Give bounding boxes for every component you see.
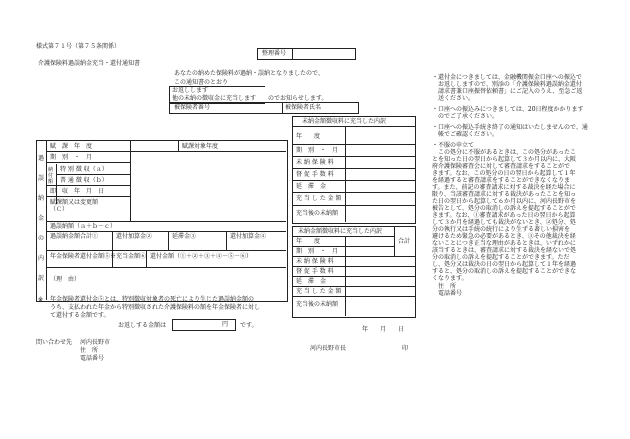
choice-apply: 他の未納の徴収金に充当します — [172, 95, 257, 102]
note-line: 避けるため緊急の必要があるとき、③その他裁決を経 — [432, 233, 576, 240]
intro-line-1: あなたの納めた保険料が過納・誤納となりましたので、 — [174, 70, 324, 77]
refund-amount-label: お返しする金額は — [118, 322, 167, 329]
note-line: とを知った日の翌日から起算して３か月以内に、大阪 — [432, 156, 577, 163]
overpaid-total-label: 過誤納金額合計① — [50, 233, 99, 240]
note-line: ・不服の申立て — [432, 142, 475, 149]
note-line: 送ください。 — [432, 95, 475, 102]
page: 様式第７１号（第７５条関係） 介護保険料過誤納金充当・還付通知書 整理番号 あなたの納めた保険料が過納・誤納となりましたので、 この通知書のとおり お返しします 他の未納の徴収金に充当します のでお知らせします。 被保険者番号 被保険者氏名 過 誤 納 金 の 内 訳 賦 課 年 度 賦課対象年度 期 別 ・ 月 納付額 特 別 徴 収（ａ） 普 通 徴 収（ｂ） 即 収 年 月 日 賦課額又は変更額（Ｃ） 過誤納額（ａ＋ｂ－ｃ） 過誤納金額合計① 還付加算金② 延滞金③ 還付加算金④ 年金保険者還付金額⑤※ 充当金額⑥ 還付金額（①＋②＋③＋④－⑤－⑥） （理 由） 未納金額徴収料に充当した内訳 年 度 期 別 ・ 月 未 納 保 険 料 督 促 手 数 料 延 滞 金 充 当 し た 金 額 充当後の未納額 未納金額徴収料に充当した内訳 合計 年 度 期 別 ・ 月 未 納 保 険 料 督 促 手 数 料 延 滞 金 充 当 し た 金 額 充当後の未納額 ※ 年金保険者還付金⑤とは、特別徴収対象者の死亡により生じた過誤納金額の うち、支払われた年金から特別徴収された介護保険料の額を年金保険者に対し て還付する金額です。 お返しする金額は 円 です。 年 月 日 問い合わせ先 河内長野市 住 所 電話番号 河内長野市長 印 ・還付金につきましては、金融機関振金口座への振込で お返ししますので、別添の「介護保険料過誤納金還付 請求書兼口座振替依頼書」にご記入のうえ、至急ご返 送ください。 ・口座への振込みにつきましては、20日程度かかります のでご了承ください。 ・口座への振込手続き終了の通知はいたしませんので、通 帳でご確認ください。 ・不服の申立て この処分に不服があるときは、この処分があったこ とを知った日の翌日から起算して３か月以内に、大阪 府介護保険審査会に対して審査請求をすることがで きます。なお、この処分の日の翌日から起算して１年 を経過すると審査請求をすることができなくなりま す。また、前記の審査請求に対する裁決を経た場合に 限り、当該審査請求に対する裁決があったことを知っ た日の翌日から起算して６か月以内に、河内長野市を 被告として、処分の取消しの訴えを提起することがで きます。なお、①審査請求があった日の翌日から起算 して３か月を経過しても裁決がないとき、②処分、処 分の執行又は手続の続行により生ずる著しい損害を 避けるため緊急の必要があるとき、③その他裁決を経 ないことにつき正当な理由があるときは、いずれかに 該当するときは、審査請求に対する裁決を経ないで処 分の取消しの訴えを提起することができます。ただ し、処分又は裁決の日の翌日から起算して１年を経過 すると、処分の取消しの訴えを提起することができな くなります。 住 所 電話番号 — [36, 43, 588, 362]
form-title: 介護保険料過誤納金充当・還付通知書 — [38, 60, 141, 67]
delay-3-label: 延滞金③ — [172, 233, 197, 240]
t1-after: 充当後の未納額 — [296, 210, 339, 217]
seal-label: 印 — [402, 345, 409, 352]
note-line: 請求書兼口座振替依頼書」にご記入のうえ、至急ご返 — [432, 88, 583, 95]
t1-applied: 充 当 し た 金 額 — [296, 195, 342, 202]
refund-interest-2-label: 還付加算金② — [116, 233, 153, 240]
note-line: 分の執行又は手続の続行により生ずる著しい損害を — [432, 226, 571, 233]
t2-year: 年 度 — [296, 238, 321, 245]
t2-delay: 延 滞 金 — [296, 278, 327, 285]
note-line: た日の翌日から起算して６か月以内に、河内長野市を — [432, 198, 577, 205]
desu-label: です。 — [240, 322, 258, 329]
t1-supervisor-fee: 督 促 手 数 料 — [296, 171, 334, 178]
applied-table-2-title: 未納金額徴収料に充当した内訳 — [298, 228, 383, 235]
note-line: 被告として、処分の取消しの訴えを提起することがで — [432, 205, 576, 212]
notes-phone-label: 電話番号 — [438, 290, 463, 297]
reason-label: （理 由） — [50, 276, 81, 283]
intro-line-2: この通知書のとおり — [174, 79, 229, 86]
special-collection-label: 特 別 徴 収（ａ） — [60, 166, 108, 173]
choice-refund: お返しします — [172, 87, 209, 94]
insured-number-label: 被保険者番号 — [174, 104, 211, 111]
note-line: 該当するときは、審査請求に対する裁決を経ないで処 — [432, 247, 577, 254]
notes — [432, 74, 588, 297]
notes-address-label: 住 所 — [438, 283, 457, 290]
note-line: して３か月を経過しても裁決がないとき、②処分、処 — [432, 219, 576, 226]
applied-table-1-title: 未納金額徴収料に充当した内訳 — [302, 118, 387, 125]
t2-applied: 充 当 し た 金 額 — [296, 288, 342, 295]
form-id: 様式第７１号（第７５条関係） — [36, 43, 121, 50]
t1-year: 年 度 — [296, 133, 321, 140]
refund-interest-4-label: 還付加算金④ — [230, 233, 267, 240]
inquiry-label: 問い合わせ先 — [36, 339, 73, 346]
note-line: くなります。 — [432, 275, 468, 282]
applied-amount-label: 充当金額⑥ — [116, 253, 147, 260]
footnote-line-3: て還付する金額です。 — [50, 312, 110, 319]
contact-phone-label: 電話番号 — [80, 355, 105, 362]
paid-date-label: 即 収 年 月 日 — [50, 188, 105, 195]
inquiry-org: 河内長野市 — [80, 339, 111, 346]
note-line: 分の取消しの訴えを提起することができます。ただ — [432, 254, 570, 261]
choice-suffix: のでお知らせします。 — [268, 95, 328, 102]
mayor-label: 河内長野市長 — [310, 345, 347, 352]
t2-after: 充当後の未納額 — [296, 301, 339, 308]
target-year-label: 賦課対象年度 — [182, 143, 219, 150]
t2-total: 合計 — [398, 238, 411, 245]
note-line: 帳でご確認ください。 — [432, 131, 499, 138]
pension-refund-label: 年金保険者還付金額⑤※ — [50, 253, 117, 260]
note-line: ・口座への振込手続き終了の通知はいたしませんので、通 — [432, 124, 588, 131]
note-line: を経過すると審査請求をすることができなくなりま — [432, 177, 571, 184]
t1-delay: 延 滞 金 — [296, 183, 327, 190]
note-line: きます。なお、この処分の日の翌日から起算して１年 — [432, 170, 576, 177]
period-label: 期 別 ・ 月 — [50, 154, 93, 161]
changed-amount-label: 賦課額又は変更額（Ｃ） — [50, 199, 99, 213]
insured-name-label: 被保険者氏名 — [285, 104, 322, 111]
t1-period: 期 別 ・ 月 — [296, 147, 339, 154]
refund-total-label: 還付金額（①＋②＋③＋④－⑤－⑥） — [150, 253, 253, 260]
note-line: ・還付金につきましては、金融機関振金口座への振込で — [432, 74, 582, 81]
footnote-marker: ※ — [38, 296, 44, 303]
note-line: 限り、当該審査請求に対する裁決があったことを知っ — [432, 191, 576, 198]
normal-collection-label: 普 通 徴 収（ｂ） — [60, 177, 108, 184]
note-line: のでご了承ください。 — [432, 113, 499, 120]
t1-unpaid: 未 納 保 険 料 — [296, 159, 334, 166]
note-line: し、処分又は裁決の日の翌日から起算して１年を経過 — [432, 261, 577, 268]
overpaid-label: 過誤納額（ａ＋ｂ－ｃ） — [50, 223, 117, 230]
contact-address-label: 住 所 — [80, 347, 99, 354]
footnote-line-2: うち、支払われた年金から特別徴収された介護保険料の額を年金保険者に対し — [50, 304, 261, 311]
date-label: 年 月 日 — [362, 326, 405, 333]
note-line: この処分に不服があるときは、この処分があったこ — [432, 149, 576, 156]
note-line: ・口座への振込みにつきましては、20日程度かかります — [432, 106, 584, 113]
note-line: すると、処分の取消しの訴えを提起することができな — [432, 268, 577, 275]
t2-supervisor-fee: 督 促 手 数 料 — [296, 268, 334, 275]
reference-number-label: 整理番号 — [262, 50, 287, 57]
note-line: ないことにつき正当な理由があるときは、いずれかに — [432, 240, 576, 247]
yen-label: 円 — [222, 321, 229, 328]
year-label: 賦 課 年 度 — [50, 143, 93, 150]
paid-label: 納付額 — [48, 167, 54, 185]
footnote-line-1: 年金保険者還付金⑤とは、特別徴収対象者の死亡により生じた過誤納金額の — [50, 296, 255, 303]
note-line: 府介護保険審査会に対して審査請求をすることがで — [432, 163, 571, 170]
note-line: きます。なお、①審査請求があった日の翌日から起算 — [432, 212, 576, 219]
t2-period: 期 別 ・ 月 — [296, 248, 339, 255]
t2-unpaid: 未 納 保 険 料 — [296, 258, 334, 265]
note-line: す。また、前記の審査請求に対する裁決を経た場合に — [432, 184, 576, 191]
note-line: お返ししますので、別添の「介護保険料過誤納金還付 — [432, 81, 582, 88]
